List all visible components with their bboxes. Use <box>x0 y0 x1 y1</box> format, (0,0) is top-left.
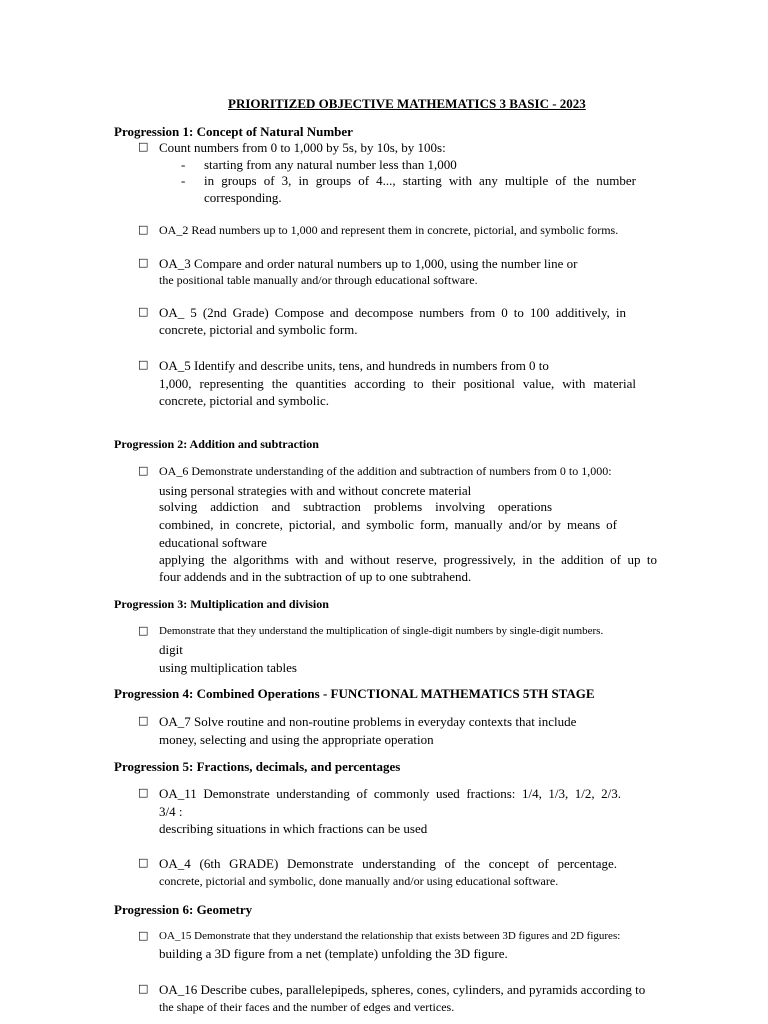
item-text: concrete, pictorial and symbolic. <box>159 393 330 408</box>
item-text: Demonstrate that they understand the multiplication of single-digit numbers by single-digit numbers. <box>159 625 604 637</box>
checkbox-icon: □ <box>138 305 149 318</box>
item-text: building a 3D figure from a net (template) unfolding the 3D figure. <box>159 946 508 961</box>
item-text: OA_16 Describe cubes, parallelepipeds, spheres, cones, cylinders, and pyramids according to <box>159 982 646 997</box>
checkbox-icon: □ <box>138 856 149 869</box>
item-text: describing situations in which fractions can be used <box>159 821 428 836</box>
item-text: using multiplication tables <box>159 660 297 675</box>
checkbox-icon: □ <box>138 358 149 371</box>
item-text: OA_6 Demonstrate understanding of the addition and subtraction of numbers from 0 to 1,000: <box>159 464 612 478</box>
progression-2-heading: Progression 2: Addition and subtraction <box>114 437 319 451</box>
progression-3-heading: Progression 3: Multiplication and division <box>114 597 329 611</box>
dash-bullet: - <box>181 157 186 172</box>
item-text: four addends and in the subtraction of up to one subtrahend. <box>159 569 472 584</box>
subitem-text: in groups of 3, in groups of 4..., starting with any multiple of the number <box>204 173 636 188</box>
item-text: applying the algorithms with and without reserve, progressively, in the addition of up to <box>159 552 657 567</box>
item-text: OA_11 Demonstrate understanding of commonly used fractions: 1/4, 1/3, 1/2, 2/3. <box>159 786 621 801</box>
item-text: OA_7 Solve routine and non-routine problems in everyday contexts that include <box>159 714 577 729</box>
item-text: combined, in concrete, pictorial, and symbolic form, manually and/or by means of <box>159 517 617 532</box>
item-text: OA_3 Compare and order natural numbers up to 1,000, using the number line or <box>159 256 578 271</box>
item-text: concrete, pictorial and symbolic form. <box>159 322 358 337</box>
checkbox-icon: □ <box>138 223 149 236</box>
item-text: the shape of their faces and the number of edges and vertices. <box>159 1000 455 1014</box>
subitem-text: corresponding. <box>204 190 282 205</box>
checkbox-icon: □ <box>138 140 149 153</box>
item-text: solving addiction and subtraction problems involving operations <box>159 499 552 514</box>
checkbox-icon: □ <box>138 714 149 727</box>
item-text: OA_4 (6th GRADE) Demonstrate understanding of the concept of percentage. <box>159 856 617 871</box>
checkbox-icon: □ <box>138 624 149 637</box>
checkbox-icon: □ <box>138 256 149 269</box>
item-text: OA_15 Demonstrate that they understand the relationship that exists between 3D figures and 2D figures: <box>159 930 621 942</box>
subitem-text: starting from any natural number less than 1,000 <box>204 157 457 172</box>
dash-bullet: - <box>181 173 186 188</box>
item-text: digit <box>159 642 183 657</box>
checkbox-icon: □ <box>138 786 149 799</box>
progression-5-heading: Progression 5: Fractions, decimals, and percentages <box>114 759 401 774</box>
progression-6-heading: Progression 6: Geometry <box>114 902 253 917</box>
item-text: Count numbers from 0 to 1,000 by 5s, by 10s, by 100s: <box>159 140 446 155</box>
item-text: OA_5 Identify and describe units, tens, and hundreds in numbers from 0 to <box>159 358 549 373</box>
item-text: OA_2 Read numbers up to 1,000 and represent them in concrete, pictorial, and symbolic forms. <box>159 223 619 237</box>
item-text: 3/4 : <box>159 804 183 819</box>
checkbox-icon: □ <box>138 982 149 995</box>
checkbox-icon: □ <box>138 464 149 477</box>
item-text: the positional table manually and/or through educational software. <box>159 273 478 287</box>
item-text: OA_ 5 (2nd Grade) Compose and decompose numbers from 0 to 100 additively, in <box>159 305 626 320</box>
progression-1-heading: Progression 1: Concept of Natural Number <box>114 124 353 139</box>
document-title: PRIORITIZED OBJECTIVE MATHEMATICS 3 BASIC - 2023 <box>228 96 586 111</box>
item-text: educational software <box>159 535 267 550</box>
item-text: concrete, pictorial and symbolic, done manually and/or using educational software. <box>159 874 559 888</box>
item-text: using personal strategies with and without concrete material <box>159 483 472 498</box>
progression-4-heading: Progression 4: Combined Operations - FUNCTIONAL MATHEMATICS 5TH STAGE <box>114 686 595 701</box>
item-text: money, selecting and using the appropriate operation <box>159 732 434 747</box>
item-text: 1,000, representing the quantities according to their positional value, with material <box>159 376 636 391</box>
checkbox-icon: □ <box>138 929 149 942</box>
